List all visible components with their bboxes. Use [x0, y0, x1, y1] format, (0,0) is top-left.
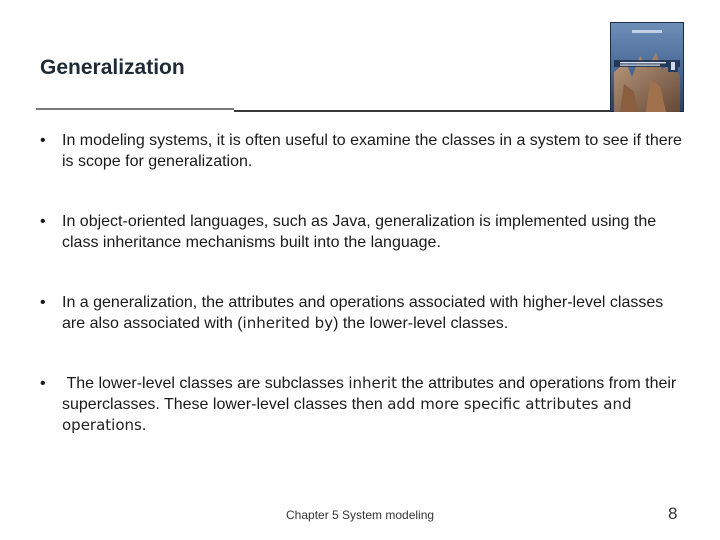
bullet-text-part: ) the lower-level classes.: [333, 315, 509, 332]
bullet-marker: •: [40, 213, 46, 230]
emphasized-term: inherit: [348, 374, 397, 392]
bullet-text-part: .: [141, 417, 147, 434]
bullet-item-3: [40, 292, 682, 334]
bullet-text-part: the attributes and operations from their superclasses. These lower-level classes then: [62, 375, 677, 413]
bullet-item-1: [40, 130, 682, 172]
emphasized-term: add more specific attributes and operations: [62, 395, 632, 434]
bullet-marker: •: [40, 294, 46, 311]
bullet-text: [62, 292, 682, 334]
slide-footer: Chapter 5 System modeling: [286, 508, 435, 522]
title-underline-left: [36, 108, 234, 110]
page-number: 8: [668, 504, 678, 523]
bullet-text: [62, 373, 682, 436]
bullet-item-2: [40, 211, 682, 253]
book-cover-icon: [610, 22, 684, 112]
bullet-text-part: In a generalization, the attributes and operations associated with higher-level classes are also associated with (: [62, 294, 664, 332]
book-cover-image: [610, 22, 684, 112]
bullet-marker: •: [40, 132, 46, 149]
emphasized-term: inherited by: [242, 314, 334, 332]
slide-title: Generalization: [40, 56, 185, 79]
bullet-marker: •: [40, 375, 46, 392]
bullet-text: In modeling systems, it is often useful to examine the classes in a system to see if there is scope for generalization.: [62, 132, 682, 170]
bullet-text: In object-oriented languages, such as Java, generalization is implemented using the class inheritance mechanisms built into the language.: [62, 213, 657, 251]
bullet-item-4: [40, 373, 682, 436]
bullet-text-part: The lower-level classes are subclasses: [62, 375, 349, 392]
